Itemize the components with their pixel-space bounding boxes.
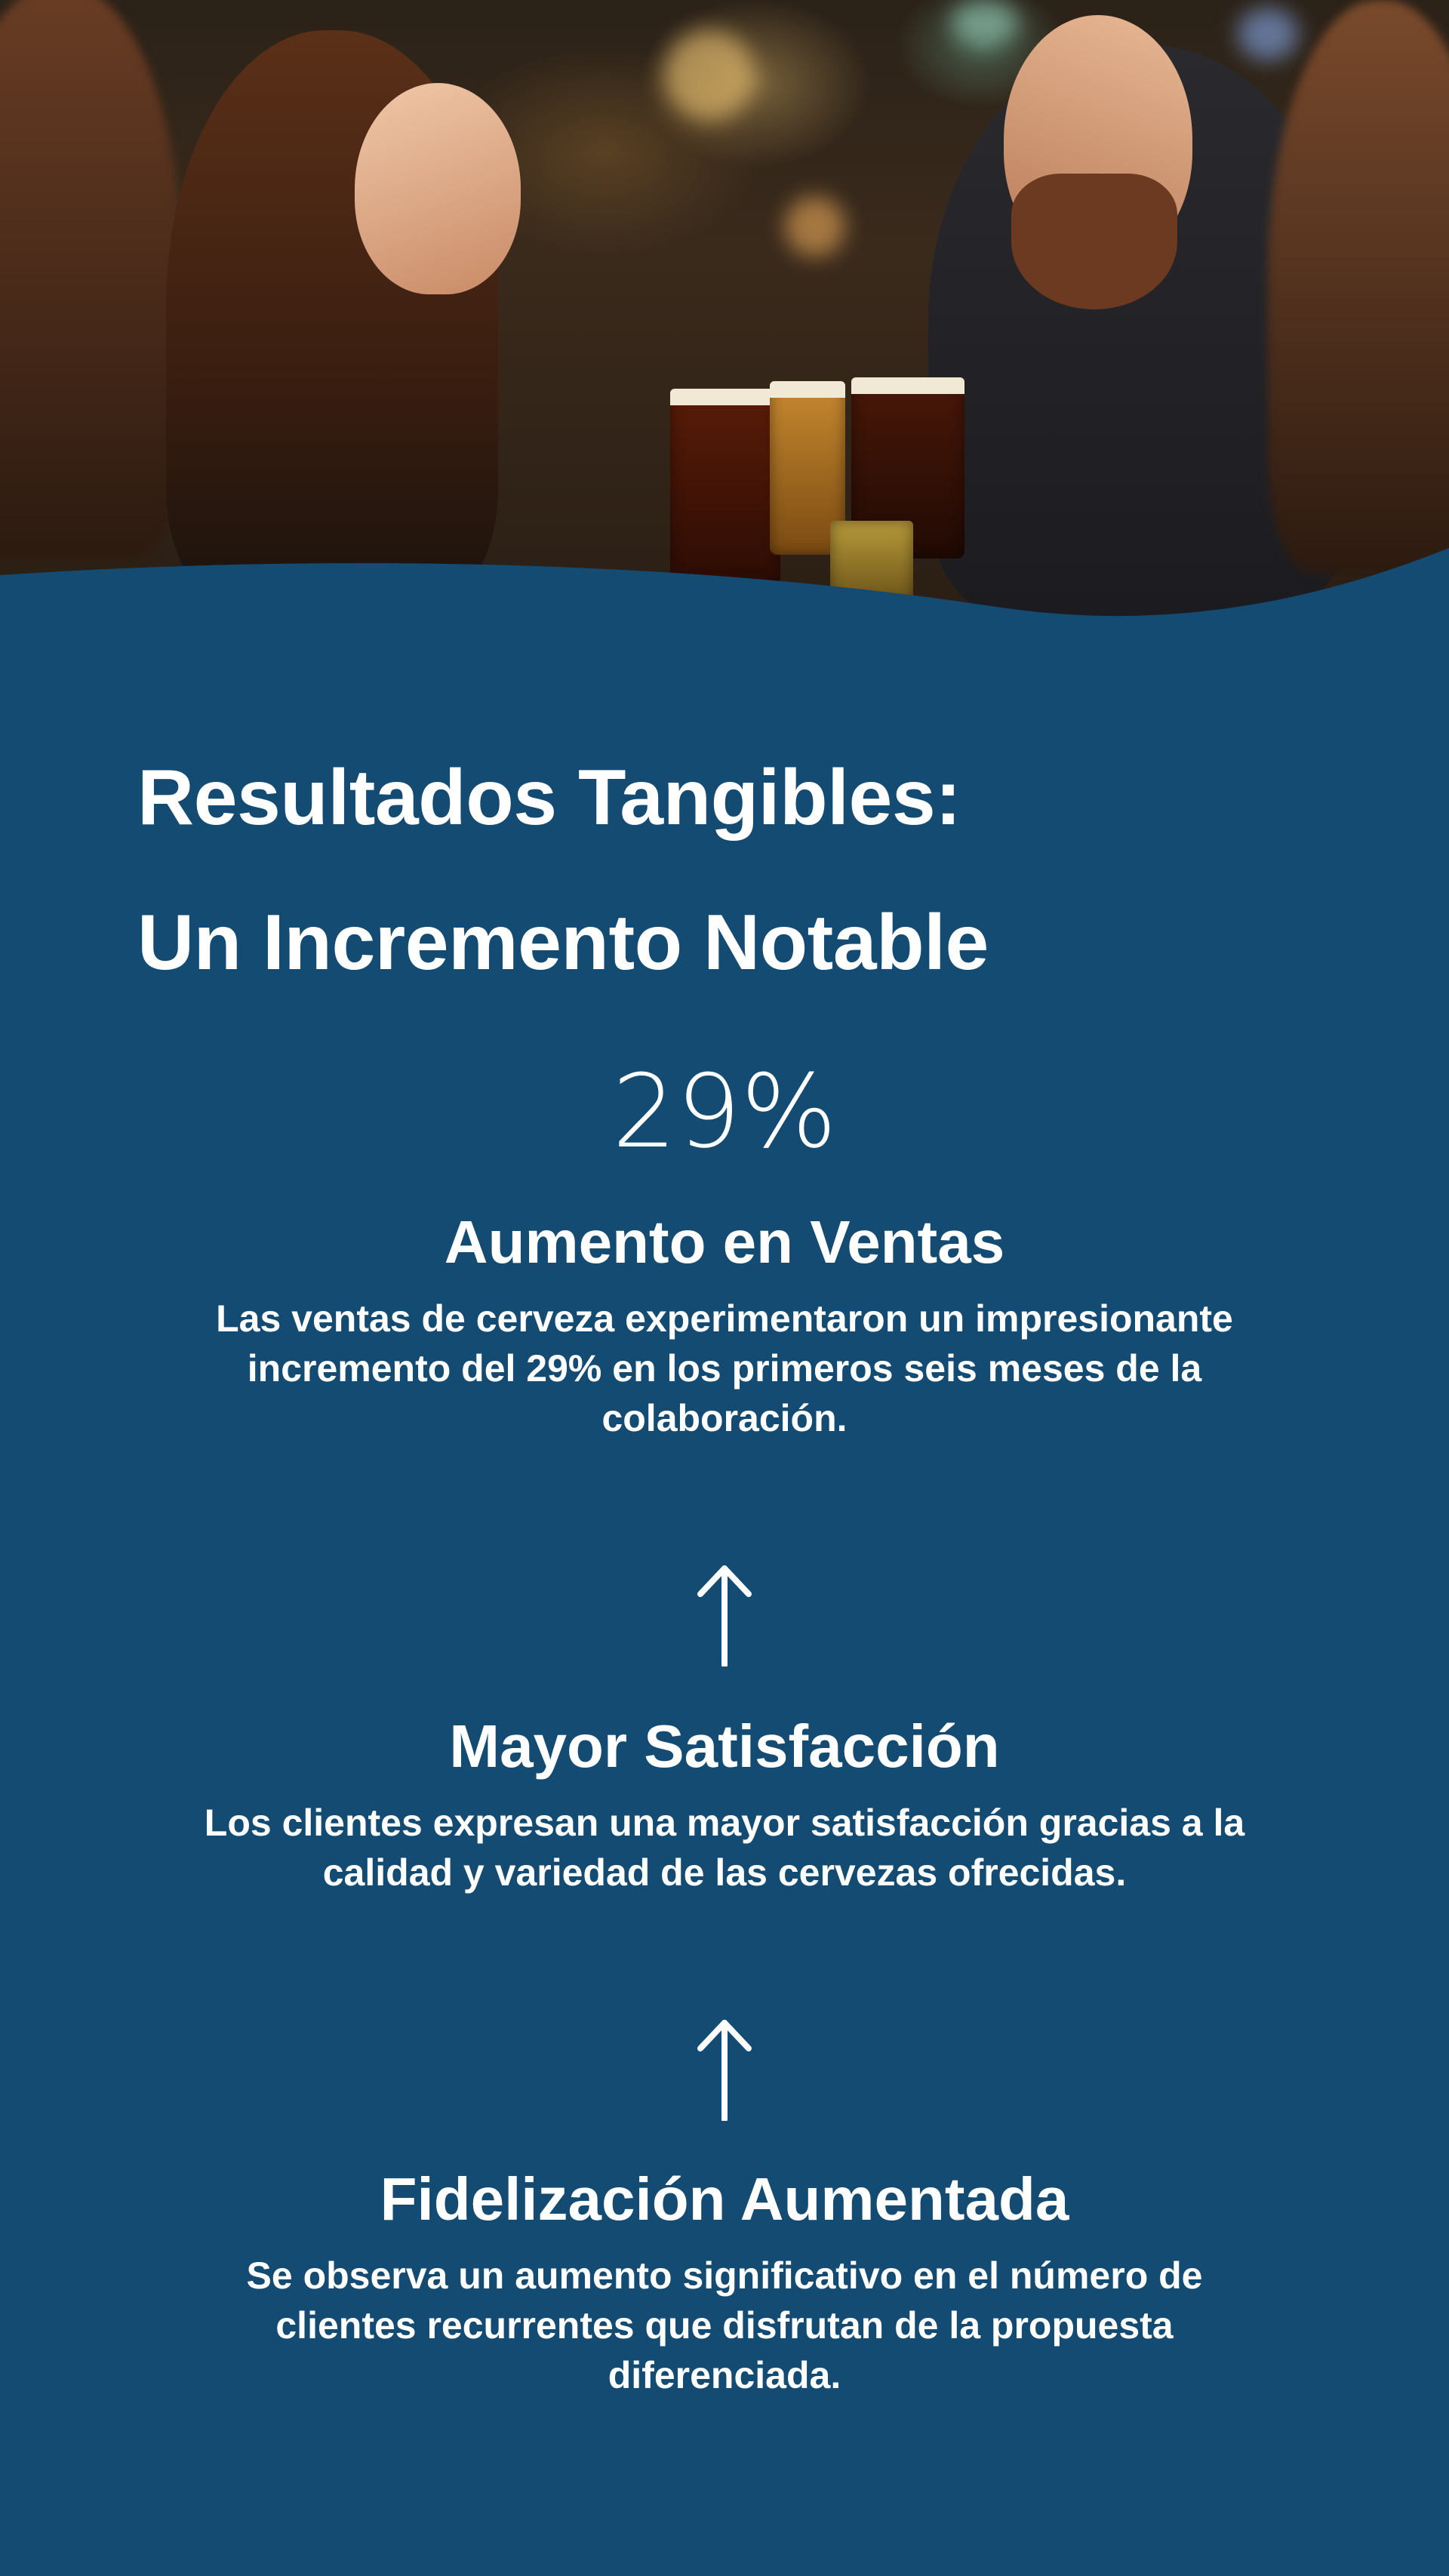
bokeh-light	[951, 0, 1019, 45]
beard	[1011, 174, 1177, 309]
result-text: Las ventas de cerveza experimentaron un impresionante incremento del 29% en los primeros seis meses de la colaboración.	[216, 1297, 1233, 1439]
result-text: Los clientes expresan una mayor satisfacción gracias a la calidad y variedad de las cervezas ofrecidas.	[204, 1802, 1245, 1894]
bokeh-light	[664, 30, 755, 121]
bokeh-light	[1238, 8, 1298, 60]
wave-divider	[0, 528, 1449, 664]
result-item	[121, 1712, 1328, 1897]
result-item	[121, 2165, 1328, 2400]
stat-percentage: 29%	[612, 1053, 837, 1171]
arrow-up-icon	[687, 1561, 762, 1667]
result-text: Se observa un aumento significativo en el número de clientes recurrentes que disfrutan de la propuesta diferenciada.	[246, 2254, 1203, 2396]
face-woman	[355, 83, 521, 294]
result-title: Fidelización Aumentada	[380, 2165, 1069, 2233]
result-title: Aumento en Ventas	[444, 1208, 1005, 1276]
person-left	[0, 0, 181, 559]
person-right	[1268, 0, 1449, 574]
headline-line1: Resultados Tangibles:	[137, 754, 961, 842]
result-title: Mayor Satisfacción	[449, 1713, 1000, 1780]
result-item	[121, 1208, 1328, 1443]
headline-line2: Un Incremento Notable	[137, 899, 989, 986]
arrow-up-icon	[687, 2015, 762, 2121]
bokeh-light	[785, 196, 845, 257]
